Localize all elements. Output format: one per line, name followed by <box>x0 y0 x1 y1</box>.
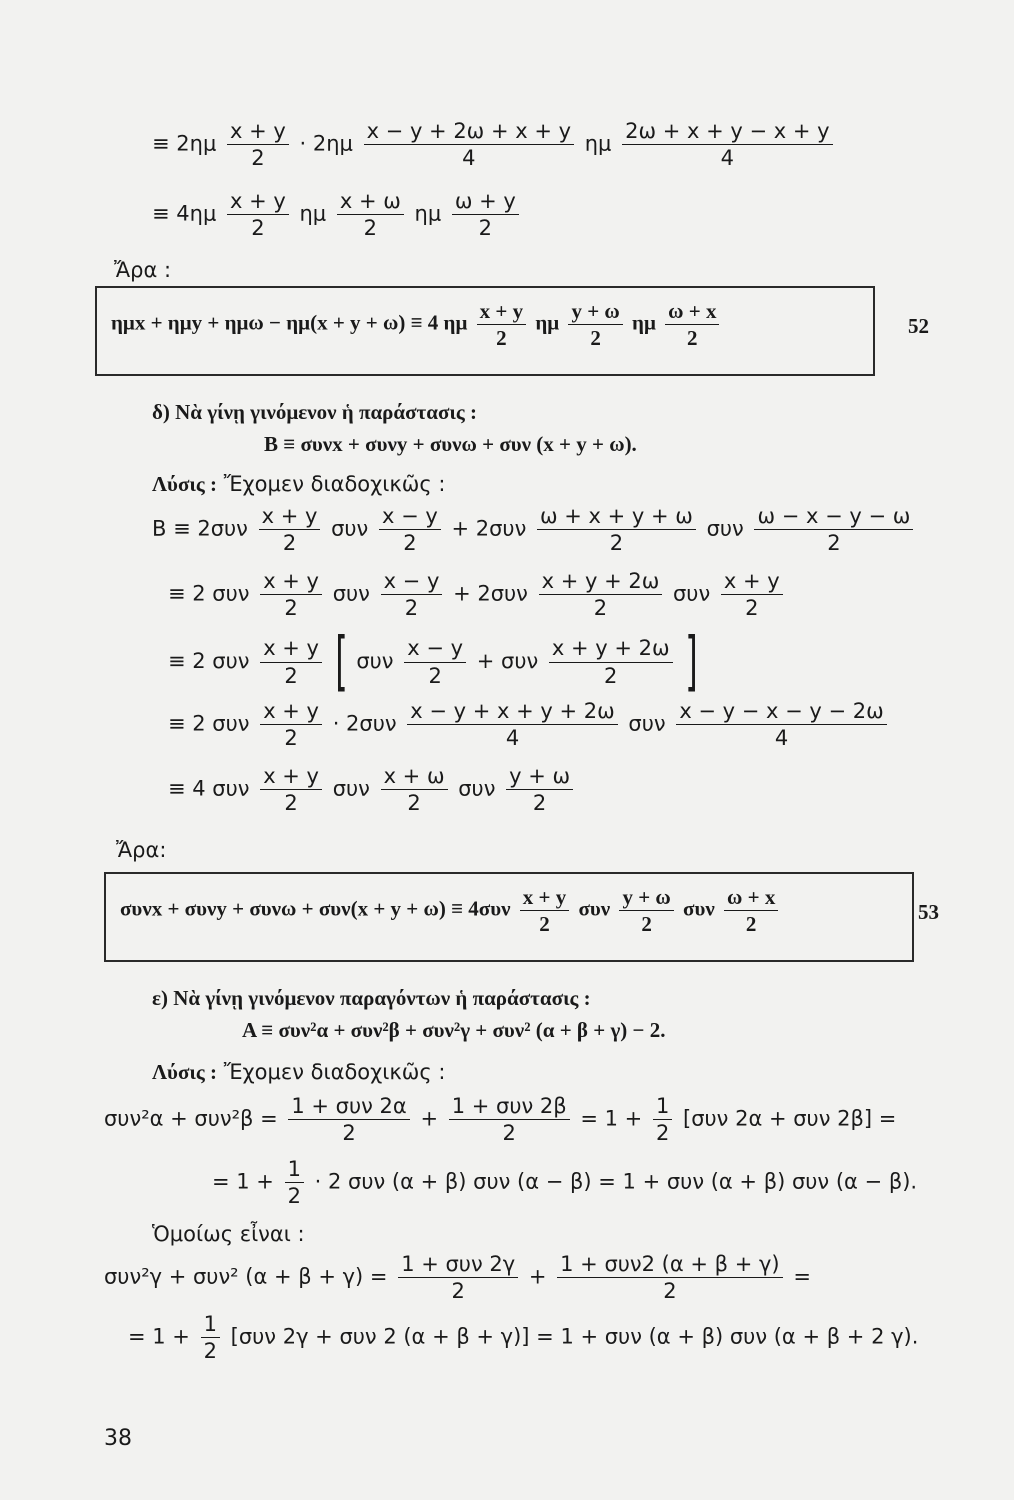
fraction <box>260 765 322 814</box>
numerator: 2ω + x + y − x + y <box>622 120 832 145</box>
operator: συν <box>332 581 370 606</box>
operator: συν <box>683 896 715 921</box>
numerator: y + ω <box>568 300 622 325</box>
denominator: 2 <box>287 1184 301 1209</box>
denominator: 2 <box>641 912 652 937</box>
numerator: x + y <box>260 765 322 790</box>
formula-lhs: ημx + ημy + ημω − ημ(x + y + ω) ≡ 4 ημ <box>111 310 468 335</box>
fraction <box>724 886 778 935</box>
denominator: 2 <box>593 596 608 621</box>
eq-prefix: ≡ 2 συν <box>168 649 250 673</box>
numerator: x + ω <box>337 190 404 215</box>
numerator: x − y + 2ω + x + y <box>364 120 574 145</box>
fraction <box>622 120 832 169</box>
operator: ημ <box>535 310 560 335</box>
operator: ημ <box>299 201 327 226</box>
operator: συν <box>672 581 711 606</box>
b-line-1 <box>152 505 917 554</box>
numerator: 1 + συν2 (α + β + γ) <box>557 1253 783 1278</box>
c-line-1 <box>104 1095 896 1144</box>
denominator: 2 <box>284 726 298 751</box>
expression-tail: = <box>793 1264 811 1289</box>
fraction <box>549 637 673 686</box>
fraction <box>407 700 617 749</box>
b-line-2 <box>168 570 787 619</box>
fraction <box>452 190 519 239</box>
equation-number-53: 53 <box>918 900 939 924</box>
numerator: 1 + συν 2γ <box>398 1253 518 1278</box>
numerator: x + y <box>477 300 526 325</box>
fraction <box>227 120 289 169</box>
numerator: x + y <box>260 637 322 662</box>
operator: ημ <box>584 131 612 156</box>
c-line-2 <box>212 1158 917 1207</box>
numerator: x + y + 2ω <box>539 570 663 595</box>
c-line-3 <box>104 1253 811 1302</box>
fraction <box>568 300 622 349</box>
eq-prefix: ≡ 2 συν <box>168 711 250 736</box>
b-line-4 <box>168 700 891 749</box>
operator: + 2συν <box>453 581 528 606</box>
numerator: ω + x + y + ω <box>537 505 696 530</box>
eq-prefix: ≡ 2ημ <box>152 131 217 156</box>
operator: συν <box>331 516 369 541</box>
numerator: ω + x <box>665 300 719 325</box>
denominator: 2 <box>284 596 298 621</box>
numerator: 1 <box>653 1095 672 1120</box>
section-d-heading: δ) Νὰ γίνῃ γινόμενον ἡ παράστασις : <box>152 400 477 424</box>
fraction <box>288 1095 409 1144</box>
operator: · 2ημ <box>299 131 353 156</box>
operator: συν <box>356 649 394 673</box>
denominator: 2 <box>687 326 698 351</box>
ara-label-1: Ἄρα : <box>114 258 172 282</box>
fraction <box>665 300 719 349</box>
fraction <box>381 570 443 619</box>
ara-label-2: Ἄρα: <box>116 838 167 862</box>
operator: συν <box>628 711 666 736</box>
operator: + <box>528 1264 547 1289</box>
fraction <box>520 886 569 935</box>
denominator: 2 <box>404 596 419 621</box>
denominator: 2 <box>609 531 624 556</box>
numerator: 1 <box>201 1313 220 1338</box>
operator: συν <box>578 896 611 921</box>
numerator: x + y <box>721 570 783 595</box>
expression-tail: · 2 συν (α + β) συν (α − β) = 1 + συν (α + β) συν (α − β). <box>314 1169 918 1194</box>
denominator: 4 <box>774 726 789 751</box>
numerator: x + y <box>260 570 322 595</box>
denominator: 2 <box>502 1121 516 1146</box>
eq-prefix: = 1 + <box>128 1324 190 1349</box>
lysis-text: Ἔχομεν διαδοχικῶς : <box>223 1060 446 1084</box>
lysis-line-1 <box>152 472 445 497</box>
numerator: x + y <box>520 886 569 911</box>
operator: + 2συν <box>451 516 527 541</box>
expression-tail: [συν 2γ + συν 2 (α + β + γ)] = 1 + συν (α + β) συν (α + β + 2 γ). <box>230 1324 919 1349</box>
operator: συν <box>458 776 496 801</box>
denominator: 4 <box>720 146 734 171</box>
section-d-expression: Β ≡ συνx + συνy + συνω + συν (x + y + ω). <box>264 432 637 456</box>
omoios-line: Ὁμοίως εἶναι : <box>152 1222 305 1246</box>
denominator: 2 <box>478 216 493 241</box>
denominator: 2 <box>539 912 550 937</box>
operator: συν <box>332 776 370 801</box>
numerator: x + ω <box>381 765 448 790</box>
fraction <box>404 637 466 686</box>
c-line-4 <box>128 1313 918 1362</box>
fraction <box>506 765 573 814</box>
denominator: 4 <box>462 146 476 171</box>
equation-number-52: 52 <box>908 314 929 338</box>
fraction <box>227 190 289 239</box>
denominator: 2 <box>745 596 759 621</box>
right-bracket: ] <box>685 625 699 699</box>
denominator: 2 <box>655 1121 670 1146</box>
formula-53 <box>120 886 782 935</box>
denominator: 2 <box>342 1121 356 1146</box>
fraction <box>676 700 886 749</box>
formula-lhs: συνx + συνy + συνω + συν(x + y + ω) ≡ 4συν <box>120 896 511 921</box>
numerator: x − y <box>379 505 441 530</box>
boxed-formula-53 <box>104 872 914 962</box>
denominator: 2 <box>403 531 417 556</box>
operator: · 2συν <box>332 711 397 736</box>
denominator: 2 <box>745 912 757 937</box>
fraction <box>260 570 322 619</box>
denominator: 4 <box>505 726 520 751</box>
fraction <box>260 700 322 749</box>
denominator: 2 <box>532 791 547 816</box>
fraction <box>260 637 322 686</box>
numerator: ω + x <box>724 886 778 911</box>
denominator: 2 <box>428 663 442 688</box>
fraction <box>259 505 321 554</box>
expression-tail: [συν 2α + συν 2β] = <box>683 1106 897 1131</box>
lysis-text: Ἔχομεν διαδοχικῶς : <box>223 472 446 496</box>
equation-line-2 <box>152 190 523 239</box>
fraction <box>337 190 404 239</box>
numerator: x + y <box>227 190 289 215</box>
numerator: ω − x − y − ω <box>754 505 913 530</box>
numerator: x − y + x + y + 2ω <box>407 700 617 725</box>
numerator: x + y + 2ω <box>549 637 673 662</box>
fraction <box>381 765 448 814</box>
denominator: 2 <box>604 663 618 688</box>
fraction <box>619 886 673 935</box>
denominator: 2 <box>251 146 265 171</box>
numerator: x + y <box>259 505 321 530</box>
denominator: 2 <box>363 216 378 241</box>
operator: ημ <box>632 310 656 335</box>
denominator: 2 <box>590 326 601 351</box>
fraction <box>449 1095 570 1144</box>
numerator: 1 + συν 2β <box>449 1095 570 1120</box>
operator: = 1 + <box>580 1106 643 1131</box>
denominator: 2 <box>407 791 421 816</box>
eq-prefix: ≡ 4 συν <box>168 776 250 801</box>
fraction <box>379 505 441 554</box>
numerator: x − y <box>381 570 443 595</box>
b-line-3 <box>168 625 700 699</box>
operator: + συν <box>476 649 539 673</box>
formula-52 <box>111 300 723 349</box>
page-number: 38 <box>104 1426 132 1451</box>
denominator: 2 <box>282 531 297 556</box>
eq-prefix: συν²γ + συν² (α + β + γ) = <box>104 1264 388 1289</box>
lysis-line-2 <box>152 1060 445 1085</box>
fraction <box>477 300 526 349</box>
fraction <box>364 120 574 169</box>
section-e-heading: ε) Νὰ γίνῃ γινόμενον παραγόντων ἡ παράστασις : <box>152 986 591 1010</box>
fraction <box>754 505 913 554</box>
denominator: 2 <box>827 531 841 556</box>
eq-prefix: ≡ 4ημ <box>152 201 217 226</box>
lysis-label: Λύσις : <box>152 472 217 496</box>
operator: + <box>420 1106 439 1131</box>
numerator: x − y − x − y − 2ω <box>676 700 886 725</box>
denominator: 2 <box>251 216 265 241</box>
left-bracket: [ <box>334 625 348 699</box>
denominator: 2 <box>496 326 507 351</box>
fraction <box>201 1313 220 1362</box>
fraction <box>285 1158 304 1207</box>
operator: ημ <box>414 201 442 226</box>
numerator: x + y <box>260 700 322 725</box>
fraction <box>398 1253 518 1302</box>
fraction <box>557 1253 783 1302</box>
denominator: 2 <box>451 1279 465 1304</box>
denominator: 2 <box>284 663 298 688</box>
fraction <box>721 570 783 619</box>
denominator: 2 <box>663 1279 677 1304</box>
equation-line-1 <box>152 120 837 169</box>
eq-prefix: = 1 + <box>212 1169 274 1194</box>
fraction <box>539 570 663 619</box>
numerator: x + y <box>227 120 289 145</box>
section-e-expression: Α ≡ συν²α + συν²β + συν²γ + συν² (α + β + γ) − 2. <box>242 1018 666 1042</box>
b-line-5 <box>168 765 577 814</box>
eq-prefix: Β ≡ 2συν <box>152 516 248 541</box>
fraction <box>653 1095 672 1144</box>
denominator: 2 <box>284 791 298 816</box>
numerator: y + ω <box>506 765 573 790</box>
lysis-label: Λύσις : <box>152 1060 217 1084</box>
numerator: y + ω <box>619 886 673 911</box>
numerator: x − y <box>404 637 466 662</box>
numerator: ω + y <box>452 190 519 215</box>
numerator: 1 + συν 2α <box>288 1095 409 1120</box>
boxed-formula-52 <box>95 286 875 376</box>
numerator: 1 <box>285 1158 304 1183</box>
operator: συν <box>706 516 744 541</box>
fraction <box>537 505 696 554</box>
denominator: 2 <box>203 1339 217 1364</box>
eq-prefix: ≡ 2 συν <box>168 581 250 606</box>
eq-prefix: συν²α + συν²β = <box>104 1106 278 1131</box>
